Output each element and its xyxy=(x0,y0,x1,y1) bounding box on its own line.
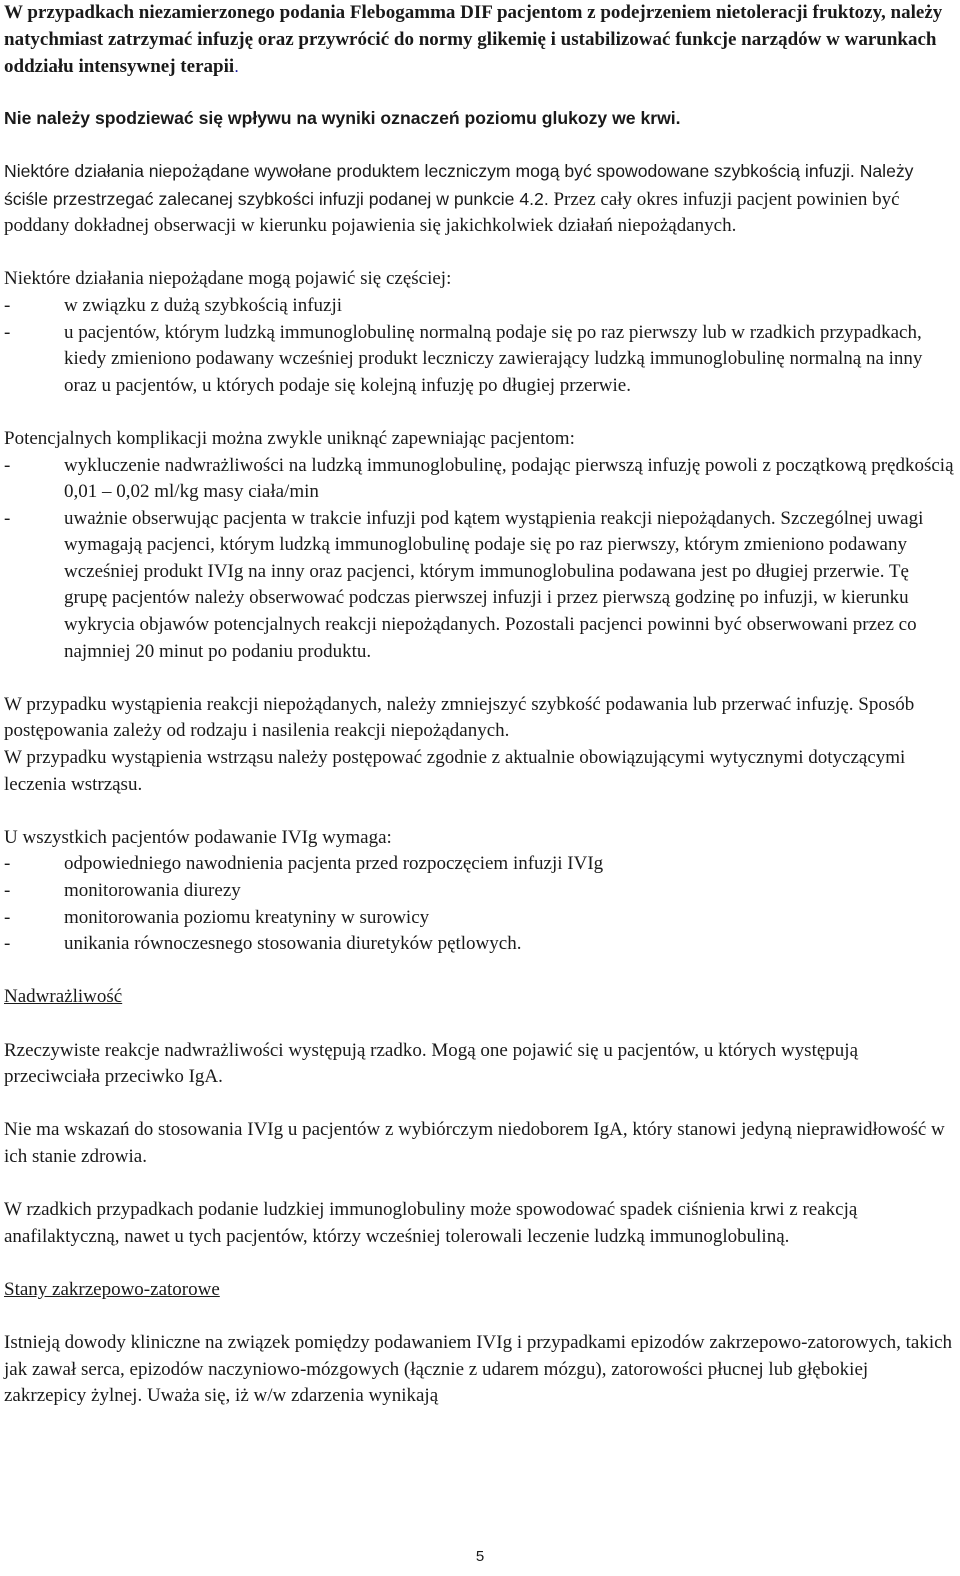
complications-intro: Potencjalnych komplikacji można zwykle uniknąć zapewniając pacjentom: xyxy=(4,427,575,449)
fructose-warning-paragraph xyxy=(4,0,954,81)
list-item: - odpowiedniego nawodnienia pacjenta przed rozpoczęciem infuzji IVIg xyxy=(4,853,604,875)
thromboembolism-heading: Stany zakrzepowo-zatorowe xyxy=(4,1278,220,1300)
list-item: - monitorowania diurezy xyxy=(4,880,241,901)
hypersensitivity-paragraph-3: W rzadkich przypadkach podanie ludzkiej immunoglobuliny może spowodować spadek ciśnienia krwi z reakcją anafilaktyczną, nawet u tych pacjentów, którzy wcześniej tolerowali leczenie ludzką immunoglobuliną. xyxy=(4,1199,858,1247)
frequent-effects-intro: Niektóre działania niepożądane mogą pojawić się częściej: xyxy=(4,268,452,290)
shock-paragraph: W przypadku wystąpienia wstrząsu należy postępować zgodnie z aktualnie obowiązującymi wytycznymi dotyczącymi leczenia wstrząsu. xyxy=(4,747,906,795)
infusion-rate-serif-text: Przez cały okres infuzji pacjent powinien być poddany dokładnej obserwacji w kierunku pojawienia się jakichkolwiek działań niepożądanych. xyxy=(4,188,900,237)
ivig-requirements-intro: U wszystkich pacjentów podawanie IVIg wymaga: xyxy=(4,826,392,848)
fructose-warning-text: W przypadkach niezamierzonego podania Flebogamma DIF pacjentom z podejrzeniem nietoleracji fruktozy, należy natychmiast zatrzymać infuzję oraz przywrócić do normy glikemię i ustabilizować funkcje narządów w warunkach oddziału intensywnej terapii xyxy=(4,2,943,78)
adverse-reaction-paragraph: W przypadku wystąpienia reakcji niepożądanych, należy zmniejszyć szybkość podawania lub przerwać infuzję. Sposób postępowania zależy od rodzaju i nasilenia reakcji niepożądanych. xyxy=(4,693,915,742)
infusion-rate-sans-text: Niektóre działania niepożądane wywołane produktem leczniczym mogą być spowodowane szybkością infuzji. Należy ściśle przestrzegać zalecanej szybkości infuzji podanej w punkcie 4.2. xyxy=(4,160,914,209)
list-item: - u pacjentów, którym ludzką immunoglobulinę normalną podaje się po raz pierwszy lub w rzadkich przypadkach, kiedy zmieniono podawany wcześniej produkt leczniczy zawierający ludzką immunoglobulinę normalną na inny oraz u pacjentów, u których podaje się kolejną infuzję po długiej przerwie. xyxy=(4,321,923,396)
list-item: - monitorowania poziomu kreatyniny w surowicy xyxy=(4,906,430,928)
list-item: - unikania równoczesnego stosowania diuretyków pętlowych. xyxy=(4,933,522,955)
list-item: - uważnie obserwując pacjenta w trakcie infuzji pod kątem wystąpienia reakcji niepożądanych. Szczególnej uwagi wymagają pacjenci, którym ludzką immunoglobulinę podaje się po raz pierwszy, którym zmieniono podawany wcześniej produkt IVIg na inny oraz pacjenci, którym immunoglobulina podawana jest po długiej przerwie. Tę grupę pacjentów należy obserwować podczas pierwszej infuzji i przez pierwszą godzinę po infuzji, w kierunku wykrycia objawów potencjalnych reakcji niepożądanych. Pozostali pacjenci powinni być obserwowani przez co najmniej 20 minut po podaniu produktu. xyxy=(4,507,924,662)
hypersensitivity-paragraph-1: Rzeczywiste reakcje nadwrażliwości występują rzadko. Mogą one pojawić się u pacjentów, u których występują przeciwciała przeciwko IgA. xyxy=(4,1039,858,1088)
glucose-note: Nie należy spodziewać się wpływu na wyniki oznaczeń poziomu glukozy we krwi. xyxy=(4,107,681,128)
page-number: 5 xyxy=(475,1548,485,1565)
infusion-rate-paragraph xyxy=(4,158,954,240)
list-item: - w związku z dużą szybkością infuzji xyxy=(4,294,343,316)
hypersensitivity-heading: Nadwrażliwość xyxy=(4,986,123,1008)
hypersensitivity-paragraph-2: Nie ma wskazań do stosowania IVIg u pacjentów z wybiórczym niedoborem IgA, który stanowi jedyną nieprawidłowość w ich stanie zdrowia. xyxy=(4,1119,945,1167)
document-page xyxy=(4,0,954,1410)
thromboembolism-paragraph: Istnieją dowody kliniczne na związek pomiędzy podawaniem IVIg i przypadkami epizodów zakrzepowo-zatorowych, takich jak zawał serca, epizodów naczyniowo-mózgowych (łącznie z udarem mózgu), zatorowości płucnej lub głębokiej zakrzepicy żylnej. Uważa się, iż w/w zdarzenia wynikają xyxy=(4,1332,953,1407)
fructose-warning-dot: . xyxy=(234,56,240,77)
list-item: - wykluczenie nadwrażliwości na ludzką immunoglobulinę, podając pierwszą infuzję powoli z początkową prędkością 0,01 – 0,02 ml/kg masy ciała/min xyxy=(4,454,954,503)
